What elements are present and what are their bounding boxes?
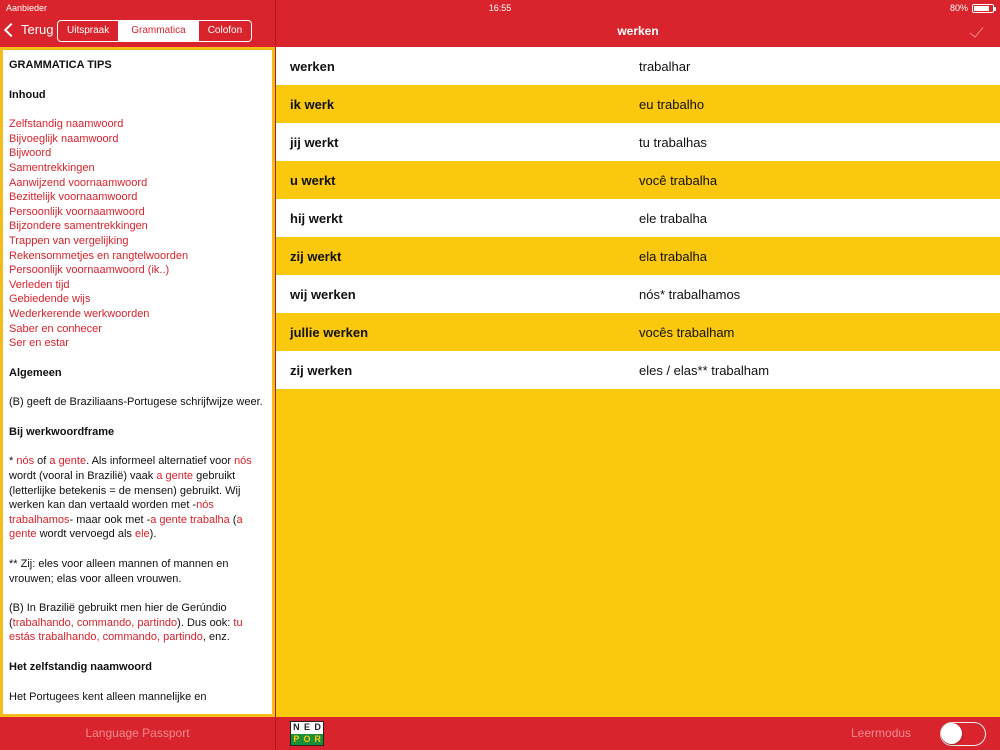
dutch-form: zij werken — [290, 362, 353, 378]
clock: 16:55 — [488, 3, 512, 13]
noun-heading: Het zelfstandig naamwoord — [9, 661, 153, 673]
toc-link[interactable]: Trappen van vergelijking — [9, 234, 129, 247]
toc-link[interactable]: Persoonlijk voornaamwoord (ik..) — [9, 264, 170, 277]
inline-link[interactable]: nós — [16, 455, 35, 468]
toc-link[interactable]: Samentrekkingen — [9, 161, 95, 174]
table-row[interactable] — [276, 313, 1000, 351]
back-label: Terug — [21, 22, 54, 37]
general-heading: Algemeen — [9, 366, 62, 379]
toc-link[interactable]: Bezittelijk voornaamwoord — [9, 191, 138, 204]
dutch-form: werken — [290, 58, 335, 74]
left-nav-bar — [0, 16, 275, 47]
toc-link[interactable]: Bijvoeglijk naamwoord — [9, 132, 119, 145]
portuguese-form: trabalhar — [639, 58, 691, 74]
status-bar — [0, 0, 1000, 16]
toc-link[interactable]: Saber en conhecer — [9, 322, 102, 335]
toc-link[interactable]: Persoonlijk voornaamwoord — [9, 205, 145, 218]
table-row[interactable] — [276, 161, 1000, 199]
toc-link[interactable]: Zelfstandig naamwoord — [9, 118, 124, 131]
note-zij: ** Zij: eles voor alleen mannen of mannen en vrouwen; elas voor alleen vrouwen. — [9, 558, 229, 585]
inline-link[interactable]: trabalhando, commando, partindo — [12, 616, 178, 629]
verb-title: werken — [617, 24, 659, 38]
battery-percent: 80% — [949, 3, 968, 13]
language-passport-button[interactable]: Language Passport — [85, 726, 190, 740]
tab-grammatica[interactable]: Grammatica — [119, 21, 198, 41]
conjugation-table — [276, 47, 1000, 717]
toc-link[interactable]: Gebiedende wijs — [9, 293, 91, 306]
tab-uitspraak[interactable]: Uitspraak — [58, 21, 119, 41]
table-row[interactable] — [276, 199, 1000, 237]
inline-link[interactable]: tu estás trabalhando, commando, partindo — [9, 616, 243, 644]
chevron-left-icon — [4, 22, 18, 36]
dutch-form: ik werk — [290, 96, 335, 112]
portuguese-form: ela trabalha — [639, 248, 707, 264]
table-row[interactable] — [276, 47, 1000, 85]
noun-text: Het Portugees kent alleen mannelijke en — [9, 690, 207, 703]
inline-link[interactable]: a gente — [49, 455, 87, 468]
table-row[interactable] — [276, 351, 1000, 389]
toc-link[interactable]: Bijzondere samentrekkingen — [9, 220, 148, 233]
note-gerundio: (B) In Brazilië gebruikt men hier de Gerúndio (trabalhando, commando, partindo). Dus ook: tu estás trabalhando, commando, partindo, enz. — [9, 602, 243, 644]
portuguese-form: eles / elas** trabalham — [639, 362, 770, 378]
inline-link[interactable]: a gente — [9, 513, 243, 541]
table-row[interactable] — [276, 275, 1000, 313]
tab-colofon[interactable]: Colofon — [207, 25, 243, 36]
leermodus-toggle[interactable] — [940, 722, 986, 746]
portuguese-form: vocês trabalham — [639, 324, 735, 340]
toggle-knob — [941, 723, 962, 744]
back-button[interactable] — [6, 22, 54, 37]
note-nos-a-gente: * nós of a gente. Als informeel alternatief voor nós wordt (vooral in Brazilië) vaak a gente gebruikt (letterlijke betekenis = de mensen) gebruikt. Wij werken kan dan vertaald worden met -nós trabalhamos- maar ook met -a gente trabalha (a gente wordt vervoegd als ele). — [9, 455, 252, 541]
toc-link[interactable]: Aanwijzend voornaamwoord — [9, 176, 148, 189]
grammar-panel[interactable] — [0, 47, 275, 717]
portuguese-form: você trabalha — [639, 172, 718, 188]
toc-link[interactable]: Rekensommetjes en rangtelwoorden — [9, 249, 189, 262]
inline-link[interactable]: a gente — [156, 470, 194, 483]
inline-link[interactable]: nós — [234, 455, 252, 468]
general-text: (B) geeft de Braziliaans-Portugese schrijfwijze weer. — [9, 396, 263, 409]
dutch-form: jullie werken — [290, 324, 369, 340]
table-row[interactable] — [276, 237, 1000, 275]
dutch-form: wij werken — [290, 286, 356, 302]
dutch-form: jij werkt — [290, 134, 339, 150]
nedpor-logo: N E D P O R — [290, 721, 324, 746]
dutch-form: zij werkt — [290, 248, 342, 264]
portuguese-form: eu trabalho — [639, 96, 705, 112]
verb-frame-heading: Bij werkwoordframe — [9, 425, 115, 438]
inline-link[interactable]: nós trabalhamos — [9, 499, 214, 526]
inline-link[interactable]: a gente trabalha — [150, 513, 230, 526]
inline-link[interactable]: ele — [134, 528, 150, 541]
portuguese-form: nós* trabalhamos — [639, 286, 741, 302]
toc-link[interactable]: Ser en estar — [9, 337, 69, 350]
battery-icon — [972, 4, 994, 13]
segmented-control — [57, 20, 252, 42]
leermodus-label: Leermodus — [851, 726, 912, 740]
detail-nav-bar — [276, 16, 1000, 47]
carrier-label: Aanbieder — [6, 3, 48, 13]
contents-heading: Inhoud — [9, 88, 46, 101]
toc-link[interactable]: Wederkerende werkwoorden — [9, 307, 150, 320]
dutch-form: hij werkt — [290, 210, 343, 226]
portuguese-form: tu trabalhas — [639, 134, 707, 150]
table-of-contents — [9, 117, 266, 351]
battery-indicator — [950, 3, 994, 13]
table-row[interactable] — [276, 85, 1000, 123]
portuguese-form: ele trabalha — [639, 210, 707, 226]
grammar-title: GRAMMATICA TIPS — [9, 59, 112, 71]
toc-link[interactable]: Bijwoord — [9, 147, 52, 160]
bottom-toolbar — [276, 717, 1000, 750]
table-row[interactable] — [276, 123, 1000, 161]
toc-link[interactable]: Verleden tijd — [9, 278, 70, 291]
dutch-form: u werkt — [290, 172, 336, 188]
